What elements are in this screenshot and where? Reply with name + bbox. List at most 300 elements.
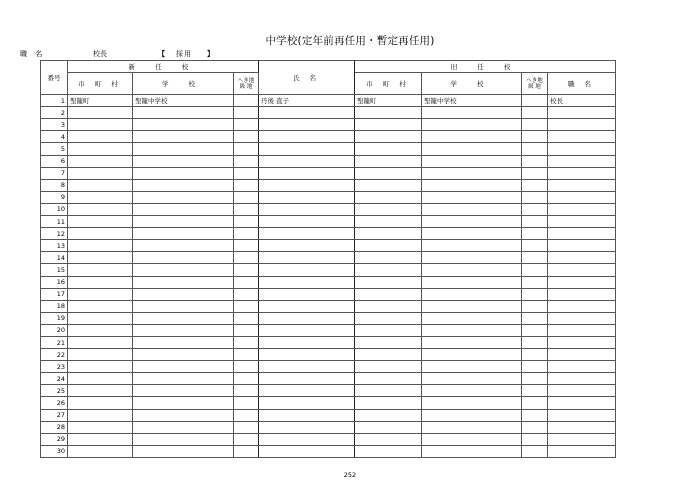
table-row (41, 107, 616, 119)
name-cell (259, 143, 355, 155)
page-title: 中学校(定年前再任用・暫定再任用) (265, 35, 435, 47)
row-number: 25 (41, 385, 68, 397)
new-remote-cell (234, 349, 259, 361)
new-school-cell (133, 252, 234, 264)
position-cell (548, 107, 616, 119)
old-remote-cell (522, 119, 548, 131)
position-cell (548, 155, 616, 167)
row-number: 26 (41, 397, 68, 409)
new-municipality-cell (68, 373, 133, 385)
row-number: 17 (41, 288, 68, 300)
old-remote-cell (522, 252, 548, 264)
row-number: 22 (41, 349, 68, 361)
table-row (41, 409, 616, 421)
new-remote-cell (234, 216, 259, 228)
old-school-cell (422, 240, 522, 252)
name-cell (259, 155, 355, 167)
table-row (41, 191, 616, 203)
new-remote-cell (234, 167, 259, 179)
old-municipality-cell (355, 216, 422, 228)
table-row (41, 95, 616, 107)
position-cell (548, 228, 616, 240)
old-municipality-cell (355, 433, 422, 445)
row-number: 8 (41, 179, 68, 191)
new-school-cell (133, 119, 234, 131)
new-school-cell (133, 421, 234, 433)
new-municipality-cell (68, 312, 133, 324)
name-cell (259, 361, 355, 373)
new-school-cell (133, 324, 234, 336)
row-number: 11 (41, 216, 68, 228)
row-number: 7 (41, 167, 68, 179)
position-cell (548, 373, 616, 385)
new-remote-cell (234, 107, 259, 119)
old-remote-cell (522, 421, 548, 433)
table-row (41, 300, 616, 312)
old-school-cell (422, 373, 522, 385)
new-school-cell (133, 240, 234, 252)
new-remote-cell (234, 203, 259, 215)
row-number: 19 (41, 312, 68, 324)
old-school-cell (422, 216, 522, 228)
header-name: 氏 名 (259, 61, 355, 95)
new-remote-cell (234, 433, 259, 445)
position-cell (548, 300, 616, 312)
old-remote-cell (522, 409, 548, 421)
new-school-cell (133, 179, 234, 191)
old-municipality-cell (355, 312, 422, 324)
old-remote-cell (522, 276, 548, 288)
name-cell (259, 336, 355, 348)
new-school-cell (133, 203, 234, 215)
header-new-remote-line2: 級 地 (239, 83, 253, 90)
position-cell (548, 264, 616, 276)
new-remote-cell (234, 240, 259, 252)
new-municipality-cell (68, 240, 133, 252)
new-remote-cell (234, 252, 259, 264)
new-school-cell (133, 228, 234, 240)
table-row (41, 276, 616, 288)
old-remote-cell (522, 445, 548, 457)
new-municipality-cell (68, 276, 133, 288)
new-municipality-cell (68, 119, 133, 131)
header-new-municipality: 市 町 村 (68, 73, 133, 95)
row-number: 16 (41, 276, 68, 288)
table-row (41, 155, 616, 167)
old-municipality-cell (355, 324, 422, 336)
new-remote-cell (234, 191, 259, 203)
new-municipality-cell (68, 397, 133, 409)
new-remote-cell (234, 155, 259, 167)
position-cell (548, 397, 616, 409)
table-row (41, 336, 616, 348)
old-school-cell (422, 155, 522, 167)
new-school-cell (133, 433, 234, 445)
bracket-open: 【 (158, 50, 165, 58)
position-cell (548, 288, 616, 300)
row-number: 1 (41, 95, 68, 107)
old-remote-cell (522, 433, 548, 445)
name-cell (259, 119, 355, 131)
table-row (41, 179, 616, 191)
table-row (41, 203, 616, 215)
position-cell (548, 445, 616, 457)
row-number: 3 (41, 119, 68, 131)
new-municipality-cell (68, 216, 133, 228)
old-municipality-cell (355, 143, 422, 155)
table-row (41, 445, 616, 457)
new-remote-cell (234, 361, 259, 373)
row-number: 2 (41, 107, 68, 119)
new-remote-cell (234, 336, 259, 348)
new-school-cell (133, 155, 234, 167)
old-municipality-cell (355, 373, 422, 385)
old-remote-cell (522, 179, 548, 191)
name-cell (259, 252, 355, 264)
row-number: 30 (41, 445, 68, 457)
new-school-cell (133, 131, 234, 143)
old-remote-cell (522, 155, 548, 167)
old-school-cell (422, 143, 522, 155)
old-municipality-cell (355, 300, 422, 312)
old-remote-cell (522, 361, 548, 373)
row-number: 28 (41, 421, 68, 433)
new-remote-cell (234, 312, 259, 324)
position-cell (548, 433, 616, 445)
old-municipality-cell (355, 397, 422, 409)
old-school-cell (422, 191, 522, 203)
name-cell (259, 264, 355, 276)
row-number: 27 (41, 409, 68, 421)
row-number: 21 (41, 336, 68, 348)
old-school-cell (422, 107, 522, 119)
new-municipality-cell (68, 143, 133, 155)
position-cell (548, 252, 616, 264)
name-cell (259, 240, 355, 252)
new-remote-cell (234, 119, 259, 131)
new-municipality-cell (68, 203, 133, 215)
new-remote-cell (234, 421, 259, 433)
new-remote-cell (234, 179, 259, 191)
row-number: 13 (41, 240, 68, 252)
new-school-cell (133, 107, 234, 119)
header-number: 番号 (41, 61, 68, 95)
old-municipality-cell (355, 288, 422, 300)
old-municipality-cell (355, 203, 422, 215)
position-cell (548, 385, 616, 397)
position-cell (548, 179, 616, 191)
new-remote-cell (234, 373, 259, 385)
old-school-cell (422, 445, 522, 457)
position-cell (548, 119, 616, 131)
new-municipality-cell (68, 264, 133, 276)
table-row (41, 324, 616, 336)
old-municipality-cell (355, 107, 422, 119)
name-cell: 丹後 直子 (259, 95, 355, 107)
row-number: 24 (41, 373, 68, 385)
header-old-remote-line2: 級 地 (528, 83, 541, 90)
new-remote-cell (234, 288, 259, 300)
new-municipality-cell (68, 191, 133, 203)
old-municipality-cell (355, 264, 422, 276)
row-number: 20 (41, 324, 68, 336)
header-position: 職 名 (548, 73, 616, 95)
new-municipality-cell (68, 179, 133, 191)
new-school-cell (133, 167, 234, 179)
old-municipality-cell (355, 240, 422, 252)
new-municipality-cell: 聖籠町 (68, 95, 133, 107)
personnel-table (40, 60, 616, 458)
new-school-cell (133, 397, 234, 409)
row-number: 6 (41, 155, 68, 167)
new-municipality-cell (68, 155, 133, 167)
table-row (41, 119, 616, 131)
old-remote-cell (522, 349, 548, 361)
name-cell (259, 203, 355, 215)
old-school-cell (422, 361, 522, 373)
new-municipality-cell (68, 107, 133, 119)
table-row (41, 240, 616, 252)
new-school-cell (133, 336, 234, 348)
new-school-cell (133, 361, 234, 373)
old-municipality-cell (355, 131, 422, 143)
new-municipality-cell (68, 445, 133, 457)
new-municipality-cell (68, 385, 133, 397)
old-municipality-cell: 聖籠町 (355, 95, 422, 107)
new-remote-cell (234, 397, 259, 409)
row-number: 29 (41, 433, 68, 445)
old-remote-cell (522, 397, 548, 409)
new-remote-cell (234, 228, 259, 240)
new-remote-cell (234, 131, 259, 143)
old-school-cell (422, 300, 522, 312)
old-municipality-cell (355, 155, 422, 167)
new-school-cell (133, 349, 234, 361)
old-school-cell (422, 119, 522, 131)
position-cell (548, 191, 616, 203)
name-cell (259, 349, 355, 361)
position-cell (548, 203, 616, 215)
position-cell (548, 349, 616, 361)
old-municipality-cell (355, 252, 422, 264)
old-municipality-cell (355, 445, 422, 457)
new-school-cell (133, 264, 234, 276)
header-old-remote (522, 73, 548, 95)
old-remote-cell (522, 203, 548, 215)
old-remote-cell (522, 95, 548, 107)
old-school-cell: 聖籠中学校 (422, 95, 522, 107)
new-municipality-cell (68, 421, 133, 433)
new-municipality-cell (68, 300, 133, 312)
row-number: 14 (41, 252, 68, 264)
position-value: 校長 (93, 50, 107, 58)
new-school-cell (133, 373, 234, 385)
new-school-cell (133, 276, 234, 288)
new-school-cell (133, 445, 234, 457)
new-remote-cell (234, 276, 259, 288)
table-row (41, 433, 616, 445)
new-school-cell (133, 300, 234, 312)
old-school-cell (422, 421, 522, 433)
new-municipality-cell (68, 433, 133, 445)
position-cell (548, 216, 616, 228)
header-new-remote (234, 73, 259, 95)
table-row (41, 397, 616, 409)
new-municipality-cell (68, 288, 133, 300)
new-municipality-cell (68, 409, 133, 421)
old-remote-cell (522, 264, 548, 276)
table-row (41, 361, 616, 373)
table-row (41, 252, 616, 264)
name-cell (259, 216, 355, 228)
name-cell (259, 131, 355, 143)
name-cell (259, 421, 355, 433)
old-municipality-cell (355, 276, 422, 288)
old-remote-cell (522, 324, 548, 336)
old-municipality-cell (355, 167, 422, 179)
old-municipality-cell (355, 228, 422, 240)
name-cell (259, 409, 355, 421)
table-row (41, 131, 616, 143)
new-school-cell (133, 191, 234, 203)
old-municipality-cell (355, 385, 422, 397)
old-remote-cell (522, 300, 548, 312)
row-number: 9 (41, 191, 68, 203)
new-school-cell (133, 385, 234, 397)
new-remote-cell (234, 300, 259, 312)
position-cell: 校長 (548, 95, 616, 107)
name-cell (259, 445, 355, 457)
old-municipality-cell (355, 336, 422, 348)
new-school-cell (133, 288, 234, 300)
old-remote-cell (522, 312, 548, 324)
position-cell (548, 240, 616, 252)
new-remote-cell (234, 143, 259, 155)
old-school-cell (422, 167, 522, 179)
old-municipality-cell (355, 349, 422, 361)
name-cell (259, 167, 355, 179)
name-cell (259, 433, 355, 445)
table-row (41, 312, 616, 324)
old-school-cell (422, 179, 522, 191)
page-number: 252 (343, 471, 357, 479)
row-number: 18 (41, 300, 68, 312)
table-row (41, 143, 616, 155)
old-remote-cell (522, 228, 548, 240)
name-cell (259, 107, 355, 119)
recruit-label: 採用 (176, 50, 192, 58)
bracket-close: 】 (207, 50, 214, 58)
new-school-cell (133, 216, 234, 228)
name-cell (259, 397, 355, 409)
name-cell (259, 276, 355, 288)
old-municipality-cell (355, 409, 422, 421)
old-remote-cell (522, 191, 548, 203)
new-school-cell (133, 409, 234, 421)
old-municipality-cell (355, 191, 422, 203)
name-cell (259, 324, 355, 336)
table-body (41, 95, 616, 458)
name-cell (259, 312, 355, 324)
new-school-cell (133, 312, 234, 324)
old-school-cell (422, 433, 522, 445)
header-new-school-name: 学 校 (133, 73, 234, 95)
old-municipality-cell (355, 361, 422, 373)
new-remote-cell (234, 95, 259, 107)
position-cell (548, 409, 616, 421)
new-municipality-cell (68, 361, 133, 373)
new-municipality-cell (68, 252, 133, 264)
table-row (41, 264, 616, 276)
old-school-cell (422, 203, 522, 215)
new-remote-cell (234, 264, 259, 276)
old-remote-cell (522, 240, 548, 252)
position-label: 職 名 (20, 50, 46, 58)
row-number: 23 (41, 361, 68, 373)
position-cell (548, 361, 616, 373)
header-new-school: 新 任 校 (68, 61, 259, 73)
position-cell (548, 312, 616, 324)
old-remote-cell (522, 336, 548, 348)
old-school-cell (422, 288, 522, 300)
header-old-school-name: 学 校 (422, 73, 522, 95)
header-old-remote-line1: へき地 (526, 77, 543, 84)
table-row (41, 421, 616, 433)
old-school-cell (422, 131, 522, 143)
old-school-cell (422, 276, 522, 288)
new-municipality-cell (68, 167, 133, 179)
row-number: 10 (41, 203, 68, 215)
old-school-cell (422, 349, 522, 361)
position-cell (548, 336, 616, 348)
row-number: 5 (41, 143, 68, 155)
header-old-school: 旧 任 校 (355, 61, 616, 73)
table-row (41, 373, 616, 385)
new-municipality-cell (68, 228, 133, 240)
old-remote-cell (522, 167, 548, 179)
row-number: 15 (41, 264, 68, 276)
new-municipality-cell (68, 336, 133, 348)
row-number: 12 (41, 228, 68, 240)
new-municipality-cell (68, 349, 133, 361)
table-row (41, 216, 616, 228)
table-row (41, 167, 616, 179)
old-municipality-cell (355, 421, 422, 433)
name-cell (259, 191, 355, 203)
old-municipality-cell (355, 179, 422, 191)
new-remote-cell (234, 409, 259, 421)
position-cell (548, 167, 616, 179)
name-cell (259, 300, 355, 312)
position-cell (548, 421, 616, 433)
new-municipality-cell (68, 131, 133, 143)
old-remote-cell (522, 131, 548, 143)
new-remote-cell (234, 385, 259, 397)
old-school-cell (422, 264, 522, 276)
name-cell (259, 288, 355, 300)
old-school-cell (422, 252, 522, 264)
new-municipality-cell (68, 324, 133, 336)
table-row (41, 349, 616, 361)
position-cell (548, 324, 616, 336)
name-cell (259, 179, 355, 191)
row-number: 4 (41, 131, 68, 143)
name-cell (259, 228, 355, 240)
old-school-cell (422, 397, 522, 409)
header-new-remote-line1: へき地 (237, 77, 255, 84)
old-school-cell (422, 409, 522, 421)
old-remote-cell (522, 385, 548, 397)
